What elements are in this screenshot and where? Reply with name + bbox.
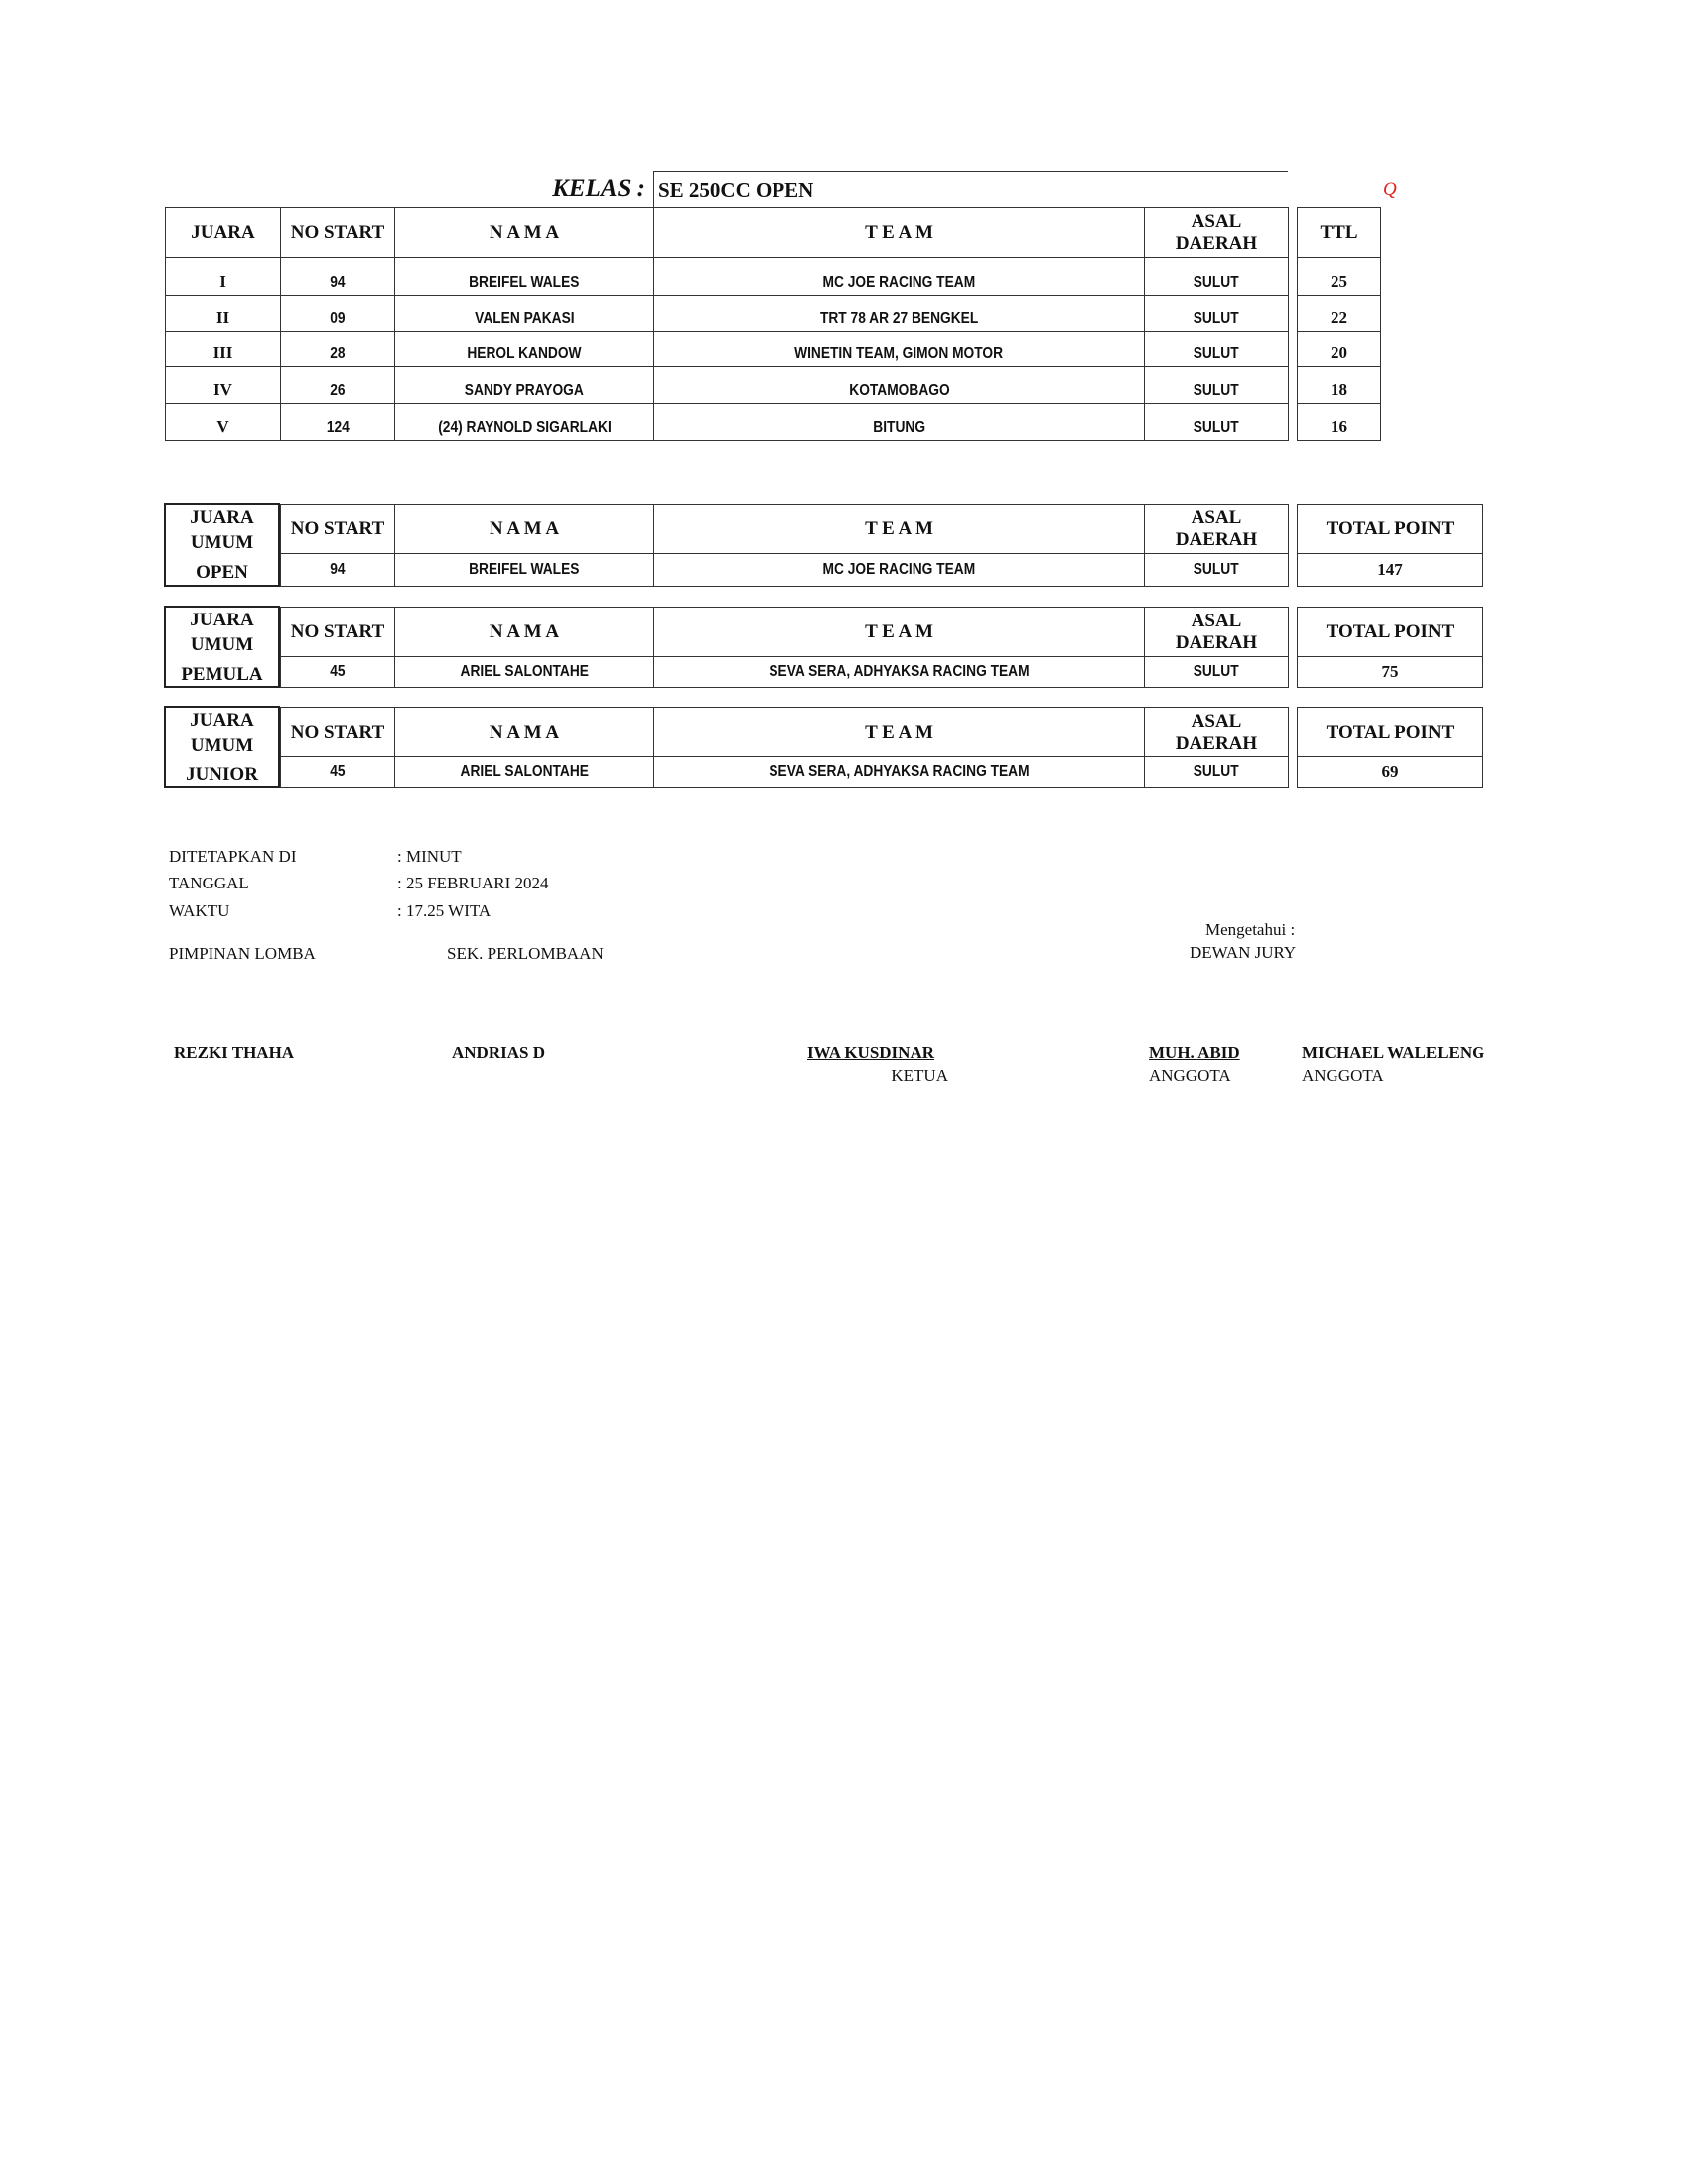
team-cell: MC JOE RACING TEAM xyxy=(822,561,976,578)
team-cell: TRT 78 AR 27 BENGKEL xyxy=(819,310,979,327)
asal-cell: SULUT xyxy=(1194,763,1239,780)
col-header-team: T E A M xyxy=(654,505,1145,554)
nama-cell: BREIFEL WALES xyxy=(469,274,580,291)
col-header-total-point: TOTAL POINT xyxy=(1298,505,1483,554)
col-header-no-start: NO START xyxy=(281,208,395,258)
asal-label: ASAL xyxy=(1191,210,1242,232)
table-row xyxy=(166,367,1289,404)
sek-perlombaan-label: SEK. PERLOMBAAN xyxy=(447,944,604,963)
col-header-no-start: NO START xyxy=(281,608,395,657)
table-row xyxy=(166,332,1289,367)
umum-text: UMUM xyxy=(190,532,254,553)
juara-umum-pemula-label xyxy=(164,606,280,688)
ditetapkan-label: DITETAPKAN DI xyxy=(169,847,297,866)
ttl-cell: 20 xyxy=(1298,332,1381,367)
juara-cell: III xyxy=(166,332,281,367)
nama-cell: HEROL KANDOW xyxy=(467,345,582,362)
nama-cell: BREIFEL WALES xyxy=(469,561,580,578)
tanggal-label: TANGGAL xyxy=(169,874,249,892)
summary-table-open xyxy=(280,504,1289,587)
asal-cell: SULUT xyxy=(1194,663,1239,680)
kelas-box-left-border xyxy=(653,171,654,207)
table-row xyxy=(281,554,1289,587)
total-point-table-open xyxy=(1297,504,1483,587)
ttl-cell: 18 xyxy=(1298,367,1381,404)
mengetahui-label: Mengetahui : xyxy=(1205,920,1296,939)
ttl-table xyxy=(1297,207,1381,441)
nama-cell: ARIEL SALONTAHE xyxy=(460,763,589,780)
category-text: JUNIOR xyxy=(186,764,258,785)
team-cell: BITUNG xyxy=(873,419,925,436)
col-header-asal-daerah xyxy=(1145,708,1289,757)
total-point-table-pemula xyxy=(1297,607,1483,688)
daerah-label: DAERAH xyxy=(1175,732,1258,753)
col-header-ttl: TTL xyxy=(1298,208,1381,258)
asal-cell: SULUT xyxy=(1194,382,1239,399)
signatory-role-anggota-2: ANGGOTA xyxy=(1302,1066,1384,1085)
daerah-label: DAERAH xyxy=(1175,529,1258,550)
col-header-nama: N A M A xyxy=(395,608,654,657)
total-point-value: 69 xyxy=(1298,757,1483,788)
juara-text: JUARA xyxy=(190,710,254,731)
no-start-cell: 45 xyxy=(330,763,346,780)
col-header-asal-daerah xyxy=(1145,208,1289,258)
no-start-cell: 28 xyxy=(330,345,346,362)
juara-umum-open-label xyxy=(164,503,280,587)
summary-table-junior xyxy=(280,707,1289,788)
col-header-asal-daerah xyxy=(1145,608,1289,657)
daerah-label: DAERAH xyxy=(1175,631,1258,653)
category-text: OPEN xyxy=(196,562,248,583)
asal-cell: SULUT xyxy=(1194,345,1239,362)
asal-label: ASAL xyxy=(1191,710,1242,732)
asal-cell: SULUT xyxy=(1194,561,1239,578)
team-cell: SEVA SERA, ADHYAKSA RACING TEAM xyxy=(769,663,1030,680)
col-header-juara: JUARA xyxy=(166,208,281,258)
table-row xyxy=(166,296,1289,332)
total-point-value: 147 xyxy=(1298,554,1483,587)
no-start-cell: 94 xyxy=(330,274,346,291)
nama-cell: VALEN PAKASI xyxy=(474,310,575,327)
nama-cell: ARIEL SALONTAHE xyxy=(460,663,589,680)
asal-label: ASAL xyxy=(1191,507,1242,528)
juara-text: JUARA xyxy=(190,507,254,528)
signatory-role-ketua: KETUA xyxy=(891,1066,948,1085)
ttl-cell: 16 xyxy=(1298,404,1381,441)
signatory-name-sekretaris: ANDRIAS D xyxy=(452,1043,545,1062)
col-header-no-start: NO START xyxy=(281,505,395,554)
col-header-nama: N A M A xyxy=(395,505,654,554)
dewan-jury-label: DEWAN JURY xyxy=(1190,943,1297,962)
umum-text: UMUM xyxy=(190,735,254,755)
no-start-cell: 09 xyxy=(330,310,346,327)
juara-cell: I xyxy=(166,258,281,296)
col-header-nama: N A M A xyxy=(395,208,654,258)
col-header-total-point: TOTAL POINT xyxy=(1298,608,1483,657)
col-header-asal-daerah xyxy=(1145,505,1289,554)
col-header-no-start: NO START xyxy=(281,708,395,757)
team-cell: SEVA SERA, ADHYAKSA RACING TEAM xyxy=(769,763,1030,780)
signatory-name-anggota-1: MUH. ABID xyxy=(1149,1043,1240,1062)
kelas-value: SE 250CC OPEN xyxy=(658,178,814,202)
signatory-name-ketua: IWA KUSDINAR xyxy=(807,1043,934,1062)
col-header-team: T E A M xyxy=(654,208,1145,258)
red-mark: Q xyxy=(1383,179,1397,200)
no-start-cell: 94 xyxy=(330,561,346,578)
asal-label: ASAL xyxy=(1191,610,1242,631)
category-text: PEMULA xyxy=(181,664,263,685)
asal-cell: SULUT xyxy=(1194,419,1239,436)
daerah-label: DAERAH xyxy=(1175,232,1258,254)
nama-cell: SANDY PRAYOGA xyxy=(464,382,585,399)
no-start-cell: 45 xyxy=(330,663,346,680)
signatory-name-pimpinan: REZKI THAHA xyxy=(174,1043,295,1062)
team-cell: WINETIN TEAM, GIMON MOTOR xyxy=(794,345,1004,362)
total-point-table-junior xyxy=(1297,707,1483,788)
results-header-row xyxy=(166,208,1289,258)
table-row xyxy=(281,657,1289,688)
umum-text: UMUM xyxy=(190,634,254,655)
pimpinan-lomba-label: PIMPINAN LOMBA xyxy=(169,944,316,963)
juara-cell: II xyxy=(166,296,281,332)
no-start-cell: 124 xyxy=(326,419,350,436)
tanggal-value: : 25 FEBRUARI 2024 xyxy=(397,874,549,892)
ttl-cell: 25 xyxy=(1298,258,1381,296)
table-row xyxy=(166,404,1289,441)
juara-text: JUARA xyxy=(190,610,254,630)
total-point-value: 75 xyxy=(1298,657,1483,688)
kelas-box-top-border xyxy=(653,171,1288,172)
ditetapkan-value: : MINUT xyxy=(397,847,462,866)
juara-umum-junior-label xyxy=(164,706,280,788)
table-row xyxy=(281,757,1289,788)
nama-cell: (24) RAYNOLD SIGARLAKI xyxy=(437,419,612,436)
summary-table-pemula xyxy=(280,607,1289,688)
col-header-nama: N A M A xyxy=(395,708,654,757)
col-header-total-point: TOTAL POINT xyxy=(1298,708,1483,757)
waktu-label: WAKTU xyxy=(169,901,230,920)
ttl-cell: 22 xyxy=(1298,296,1381,332)
kelas-label: KELAS : xyxy=(552,175,645,202)
col-header-team: T E A M xyxy=(654,708,1145,757)
results-table xyxy=(165,207,1289,441)
table-row xyxy=(166,258,1289,296)
signatory-name-anggota-2: MICHAEL WALELENG xyxy=(1302,1043,1485,1062)
asal-cell: SULUT xyxy=(1194,274,1239,291)
waktu-value: : 17.25 WITA xyxy=(397,901,492,920)
team-cell: KOTAMOBAGO xyxy=(848,382,950,399)
juara-cell: V xyxy=(166,404,281,441)
team-cell: MC JOE RACING TEAM xyxy=(822,274,976,291)
juara-cell: IV xyxy=(166,367,281,404)
signatory-role-anggota-1: ANGGOTA xyxy=(1149,1066,1231,1085)
asal-cell: SULUT xyxy=(1194,310,1239,327)
no-start-cell: 26 xyxy=(330,382,346,399)
col-header-team: T E A M xyxy=(654,608,1145,657)
